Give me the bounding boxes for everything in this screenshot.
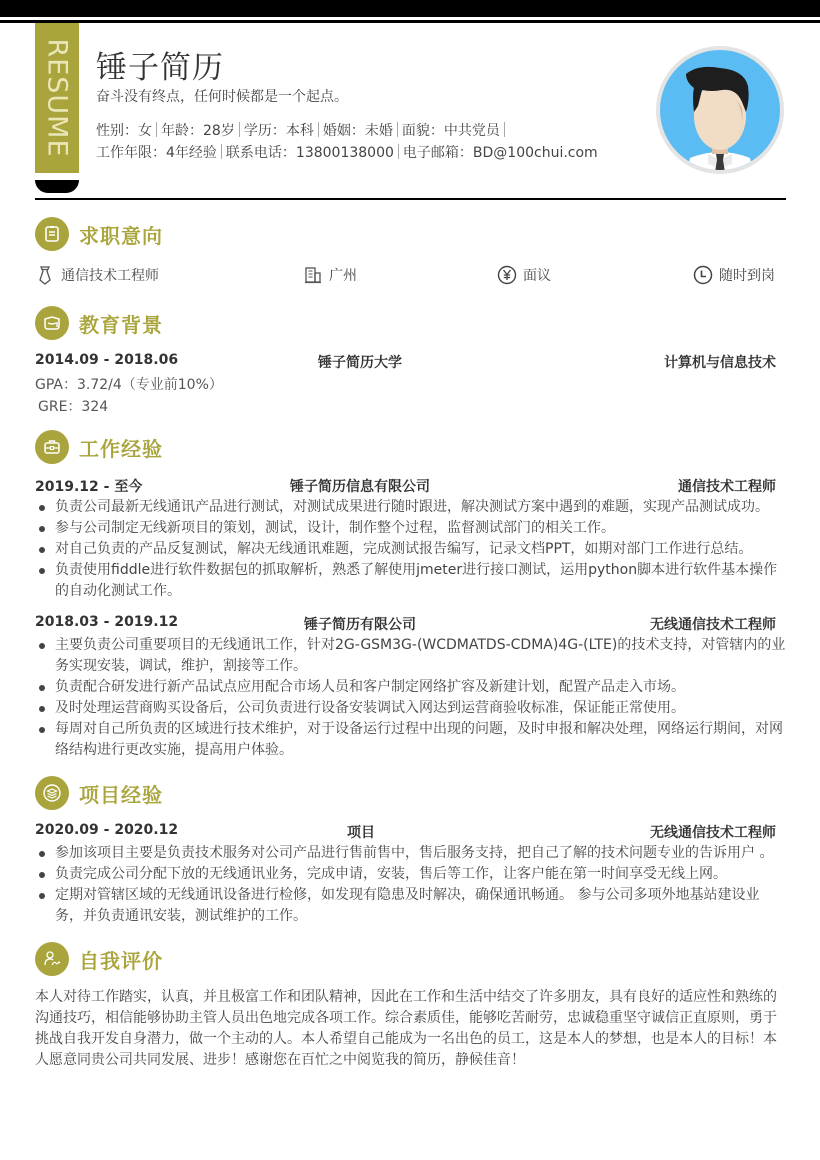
section-label: 工作经验 bbox=[79, 436, 163, 461]
divider bbox=[318, 122, 319, 137]
intent-salary bbox=[497, 265, 551, 285]
education-gpa: GPA：3.72/4（专业前10%） bbox=[35, 377, 223, 393]
intent-availability bbox=[693, 265, 775, 285]
signature-person-icon bbox=[35, 942, 69, 976]
avatar bbox=[656, 46, 784, 174]
tie-icon bbox=[35, 265, 55, 285]
list-item: 定期对管辖区域的无线通讯设备进行检修，如发现有隐患及时解决，确保通讯畅通。 参与公司多项外地基站建设业务，并负责通讯安装，测试维护的工作。 bbox=[35, 885, 786, 927]
self-evaluation-text: 本人对待工作踏实，认真，并且极富工作和团队精神，因此在工作和生活中结交了许多朋友，具有良好的适应性和熟练的沟通技巧，相信能够协助主管人员出色地完成各项工作。综合素质佳，能够吃苦耐劳，忠诚稳重坚守诚信正直原则，勇于挑战自我开发自身潜力，做一个主动的人。本人希望自己能成为一名出色的员工，这是本人的梦想，也是本人的目标！本人愿意同贵公司共同发展、进步！感谢您在百忙之中阅览我的简历，静候佳音！ bbox=[35, 989, 777, 1068]
building-icon bbox=[303, 265, 323, 285]
section-label: 自我评价 bbox=[79, 948, 163, 973]
intent-salary-label: 面议 bbox=[523, 268, 551, 284]
list-item: 参与公司制定无线新项目的策划，测试，设计，制作整个过程，监督测试部门的相关工作。 bbox=[35, 518, 786, 539]
work-entry-header bbox=[35, 476, 776, 496]
list-item: 参加该项目主要是负责技术服务对公司产品进行售前售中，售后服务支持，把自己了解的技术问题专业的告诉用户 。 bbox=[35, 843, 786, 864]
project-entry-header bbox=[35, 822, 776, 842]
divider bbox=[239, 122, 240, 137]
divider bbox=[156, 122, 157, 137]
list-item: 主要负责公司重要项目的无线通讯工作，针对2G-GSM3G-(WCDMATDS-CDMA)4G-(LTE)的技术支持，对管辖内的业务实现安装，调试，维护，割接等工作。 bbox=[35, 635, 786, 677]
list-item: 负责公司最新无线通讯产品进行测试，对测试成果进行随时跟进，解决测试方案中遇到的难题，实现产品测试成功。 bbox=[35, 497, 786, 518]
intent-city bbox=[303, 265, 357, 285]
top-black-bar bbox=[0, 0, 820, 17]
work-date: 2018.03 - 2019.12 bbox=[35, 614, 179, 630]
list-item: 负责配合研发进行新产品试点应用配合市场人员和客户制定网络扩容及新建计划，配置产品走入市场。 bbox=[35, 677, 786, 698]
list-item: 负责使用fiddle进行软件数据包的抓取解析，熟悉了解使用jmeter进行接口测试，运用python脚本进行软件基本操作的自动化测试工作。 bbox=[35, 560, 786, 602]
info-political: 面貌：中共党员 bbox=[401, 123, 500, 139]
section-label: 项目经验 bbox=[79, 782, 163, 807]
section-title-intent bbox=[35, 217, 163, 251]
graduation-cap-icon bbox=[35, 306, 69, 340]
section-title-self-eval bbox=[35, 942, 163, 976]
job-intent-row bbox=[35, 265, 786, 287]
candidate-name: 锤子简历 bbox=[96, 50, 224, 86]
info-gender: 性别：女 bbox=[96, 123, 152, 139]
intent-city-label: 广州 bbox=[329, 268, 357, 284]
education-major: 计算机与信息技术 bbox=[664, 355, 776, 371]
work-role: 无线通信技术工程师 bbox=[650, 617, 776, 633]
section-title-projects bbox=[35, 776, 163, 810]
project-date: 2020.09 - 2020.12 bbox=[35, 822, 179, 838]
divider bbox=[398, 144, 399, 159]
intent-availability-label: 随时到岗 bbox=[719, 268, 775, 284]
info-experience: 工作年限：4年经验 bbox=[96, 145, 217, 161]
intent-position bbox=[35, 265, 159, 285]
list-item: 对自己负责的产品反复测试，解决无线通讯难题，完成测试报告编写，记录文档PPT，如期对部门工作进行总结。 bbox=[35, 539, 786, 560]
male-avatar-icon bbox=[656, 46, 784, 174]
work-bullets bbox=[35, 635, 786, 761]
education-entry-header bbox=[35, 352, 776, 372]
project-role: 无线通信技术工程师 bbox=[650, 825, 776, 841]
divider bbox=[397, 122, 398, 137]
info-education: 学历：本科 bbox=[243, 123, 314, 139]
layers-icon bbox=[35, 776, 69, 810]
resume-tab-cap bbox=[35, 180, 79, 193]
work-bullets bbox=[35, 497, 786, 602]
education-date: 2014.09 - 2018.06 bbox=[35, 352, 179, 368]
briefcase-icon bbox=[35, 430, 69, 464]
header-divider bbox=[35, 198, 786, 200]
work-company: 锤子简历有限公司 bbox=[304, 617, 416, 633]
motto: 奋斗没有终点，任何时候都是一个起点。 bbox=[96, 89, 348, 105]
work-role: 通信技术工程师 bbox=[678, 479, 776, 495]
work-entry-header bbox=[35, 614, 776, 634]
info-marital: 婚姻：未婚 bbox=[322, 123, 393, 139]
list-item: 负责完成公司分配下放的无线通讯业务，完成申请，安装，售后等工作，让客户能在第一时间享受无线上网。 bbox=[35, 864, 786, 885]
resume-tab-label: RESUME bbox=[41, 38, 73, 158]
education-school: 锤子简历大学 bbox=[318, 355, 402, 371]
intent-position-label: 通信技术工程师 bbox=[61, 268, 159, 284]
work-company: 锤子简历信息有限公司 bbox=[290, 479, 430, 495]
section-label: 求职意向 bbox=[79, 223, 163, 248]
personal-info-line-2 bbox=[96, 142, 598, 162]
project-bullets bbox=[35, 843, 786, 927]
section-title-education bbox=[35, 306, 163, 340]
project-name: 项目 bbox=[347, 825, 375, 841]
work-date: 2019.12 - 至今 bbox=[35, 479, 143, 495]
education-gre: GRE：324 bbox=[38, 399, 109, 415]
top-rule bbox=[0, 20, 820, 23]
info-email: 电子邮箱：BD@100chui.com bbox=[402, 145, 598, 161]
clock-icon bbox=[693, 265, 713, 285]
section-label: 教育背景 bbox=[79, 312, 163, 337]
info-phone: 联系电话：13800138000 bbox=[225, 145, 394, 161]
list-item: 及时处理运营商购买设备后，公司负责进行设备安装调试入网达到运营商验收标准，保证能正常使用。 bbox=[35, 698, 786, 719]
resume-tab bbox=[35, 23, 79, 173]
yen-icon bbox=[497, 265, 517, 285]
info-age: 年龄：28岁 bbox=[161, 123, 235, 139]
list-item: 每周对自己所负责的区域进行技术维护，对于设备运行过程中出现的问题，及时申报和解决处理，网络运行期间，对网络结构进行更改实施，提高用户体验。 bbox=[35, 719, 786, 761]
divider bbox=[221, 144, 222, 159]
divider bbox=[504, 122, 505, 137]
clipboard-icon bbox=[35, 217, 69, 251]
section-title-work bbox=[35, 430, 163, 464]
personal-info-line-1 bbox=[96, 120, 509, 140]
